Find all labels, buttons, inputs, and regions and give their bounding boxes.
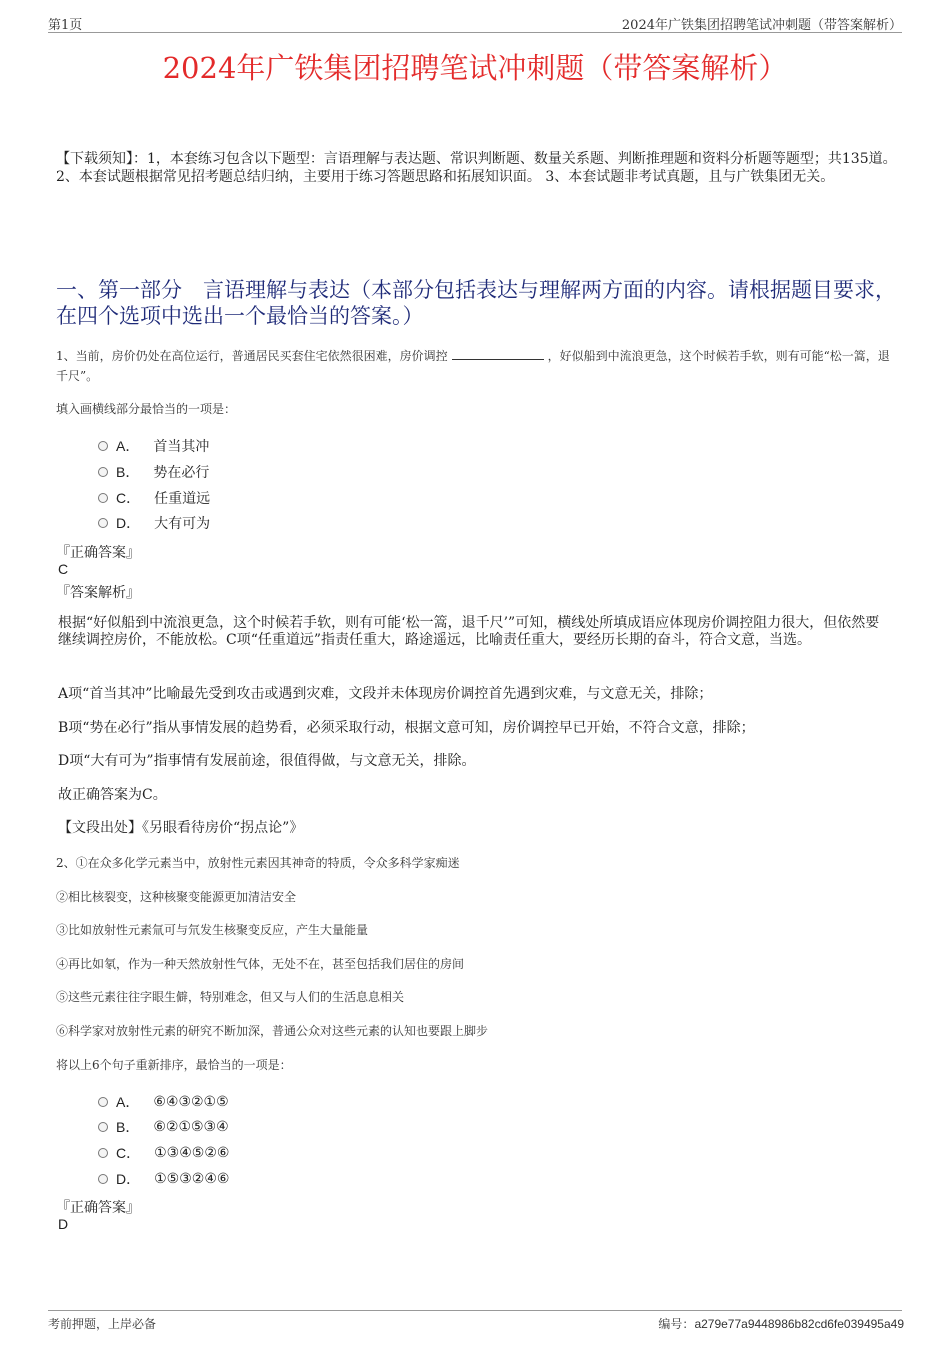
q2-sentence-4: ④再比如氡，作为一种天然放射性气体，无处不在，甚至包括我们居住的房间 [56, 957, 465, 971]
q1-analysis-heading: 『答案解析』 [56, 585, 140, 601]
header-doc-title: 2024年广铁集团招聘笔试冲刺题（带答案解析） [621, 18, 902, 33]
page-number: 第1页 [48, 18, 83, 33]
q2-sentence-1: 2、①在众多化学元素当中，放射性元素因其神奇的特质，令众多科学家痴迷 [56, 856, 460, 870]
radio-icon[interactable] [98, 518, 108, 528]
q2-option-a[interactable]: A． ⑥④③②①⑤ [98, 1092, 229, 1112]
q1-analysis-para-2: A项“首当其冲”比喻最先受到攻击或遇到灾难，文段并未体现房价调控首先遇到灾难，与文意无关，排除； [58, 686, 713, 702]
footer-code-value: a279e77a9448986b82cd6fe039495a49 [694, 1317, 904, 1331]
question-1-stem-part-b: ，好似船到中流浪更急，这个时候若手软，则有可能“松一篙，退千尺”。 [56, 349, 890, 383]
radio-icon[interactable] [98, 441, 108, 451]
radio-icon[interactable] [98, 467, 108, 477]
footer-divider [48, 1310, 902, 1311]
footer-code-label: 编号： [658, 1317, 695, 1331]
q2-sentence-3: ③比如放射性元素氚可与氘发生核聚变反应，产生大量能量 [56, 923, 369, 937]
download-notice: 【下载须知】：1，本套练习包含以下题型：言语理解与表达题、常识判断题、数量关系题、判断推理题和资料分析题等题型；共135道。 2、本套试题根据常见招考题总结归纳，主要用于练习答题思路和拓展知识面。 3、本套试题非考试真题，且与广铁集团无关。 [56, 151, 897, 185]
q1-analysis-para-1: 根据“好似船到中流浪更急，这个时候若手软，则有可能‘松一篙，退千尺’”可知，横线处所填成语应体现房价调控阻力很大，但依然要继续调控房价，不能放松。C项“任重道远”指责任重大，路途遥远，比喻责任重大，要经历长期的奋斗，符合文意，当选。 [58, 615, 880, 648]
radio-icon[interactable] [98, 1122, 108, 1132]
radio-icon[interactable] [98, 1097, 108, 1107]
q1-analysis-para-4: D项“大有可为”指事情有发展前途，很值得做，与文意无关，排除。 [58, 753, 476, 769]
question-1-stem [56, 346, 896, 386]
radio-icon[interactable] [98, 1174, 108, 1184]
answer-blank [452, 348, 544, 360]
q1-option-b[interactable]: B． 势在必行 [98, 462, 209, 482]
q1-analysis-para-3: B项“势在必行”指从事情发展的趋势看，必须采取行动，根据文意可知，房价调控早已开始，不符合文意，排除； [58, 720, 755, 736]
footer-slogan: 考前押题，上岸必备 [48, 1317, 157, 1331]
question-1-stem-part-a: 1、当前，房价仍处在高位运行，普通居民买套住宅依然很困难，房价调控 [56, 349, 448, 363]
q2-prompt: 将以上6个句子重新排序，最恰当的一项是： [56, 1058, 292, 1072]
q1-option-c[interactable]: C． 任重道远 [98, 488, 210, 508]
q1-source: 【文段出处】《另眼看待房价“拐点论”》 [58, 820, 304, 836]
q2-option-b[interactable]: B． ⑥②①⑤③④ [98, 1117, 229, 1137]
q2-sentence-6: ⑥科学家对放射性元素的研究不断加深，普通公众对这些元素的认知也要跟上脚步 [56, 1024, 489, 1038]
q1-answer-value: C [58, 561, 69, 577]
q1-analysis-para-5: 故正确答案为C。 [58, 787, 167, 803]
question-1-prompt: 填入画横线部分最恰当的一项是： [56, 402, 237, 416]
q1-option-a[interactable]: A． 首当其冲 [98, 436, 209, 456]
q2-sentence-5: ⑤这些元素往往字眼生僻，特别难念，但又与人们的生活息息相关 [56, 990, 405, 1004]
footer-code [658, 1315, 904, 1332]
q1-option-d[interactable]: D． 大有可为 [98, 513, 210, 533]
q2-answer-value: D [58, 1216, 69, 1232]
radio-icon[interactable] [98, 493, 108, 503]
q2-option-d[interactable]: D． ①⑤③②④⑥ [98, 1169, 229, 1189]
radio-icon[interactable] [98, 1148, 108, 1158]
q2-option-c[interactable]: C． ①③④⑤②⑥ [98, 1143, 229, 1163]
header-divider [48, 32, 902, 33]
q1-answer-heading: 『正确答案』 [56, 545, 140, 561]
section-heading: 一、第一部分 言语理解与表达（本部分包括表达与理解两方面的内容。请根据题目要求，在四个选项中选出一个最恰当的答案。） [56, 278, 896, 328]
page-title: 2024年广铁集团招聘笔试冲刺题（带答案解析） [162, 51, 788, 85]
q2-answer-heading: 『正确答案』 [56, 1200, 140, 1216]
q2-sentence-2: ②相比核裂变，这种核聚变能源更加清洁安全 [56, 890, 297, 904]
